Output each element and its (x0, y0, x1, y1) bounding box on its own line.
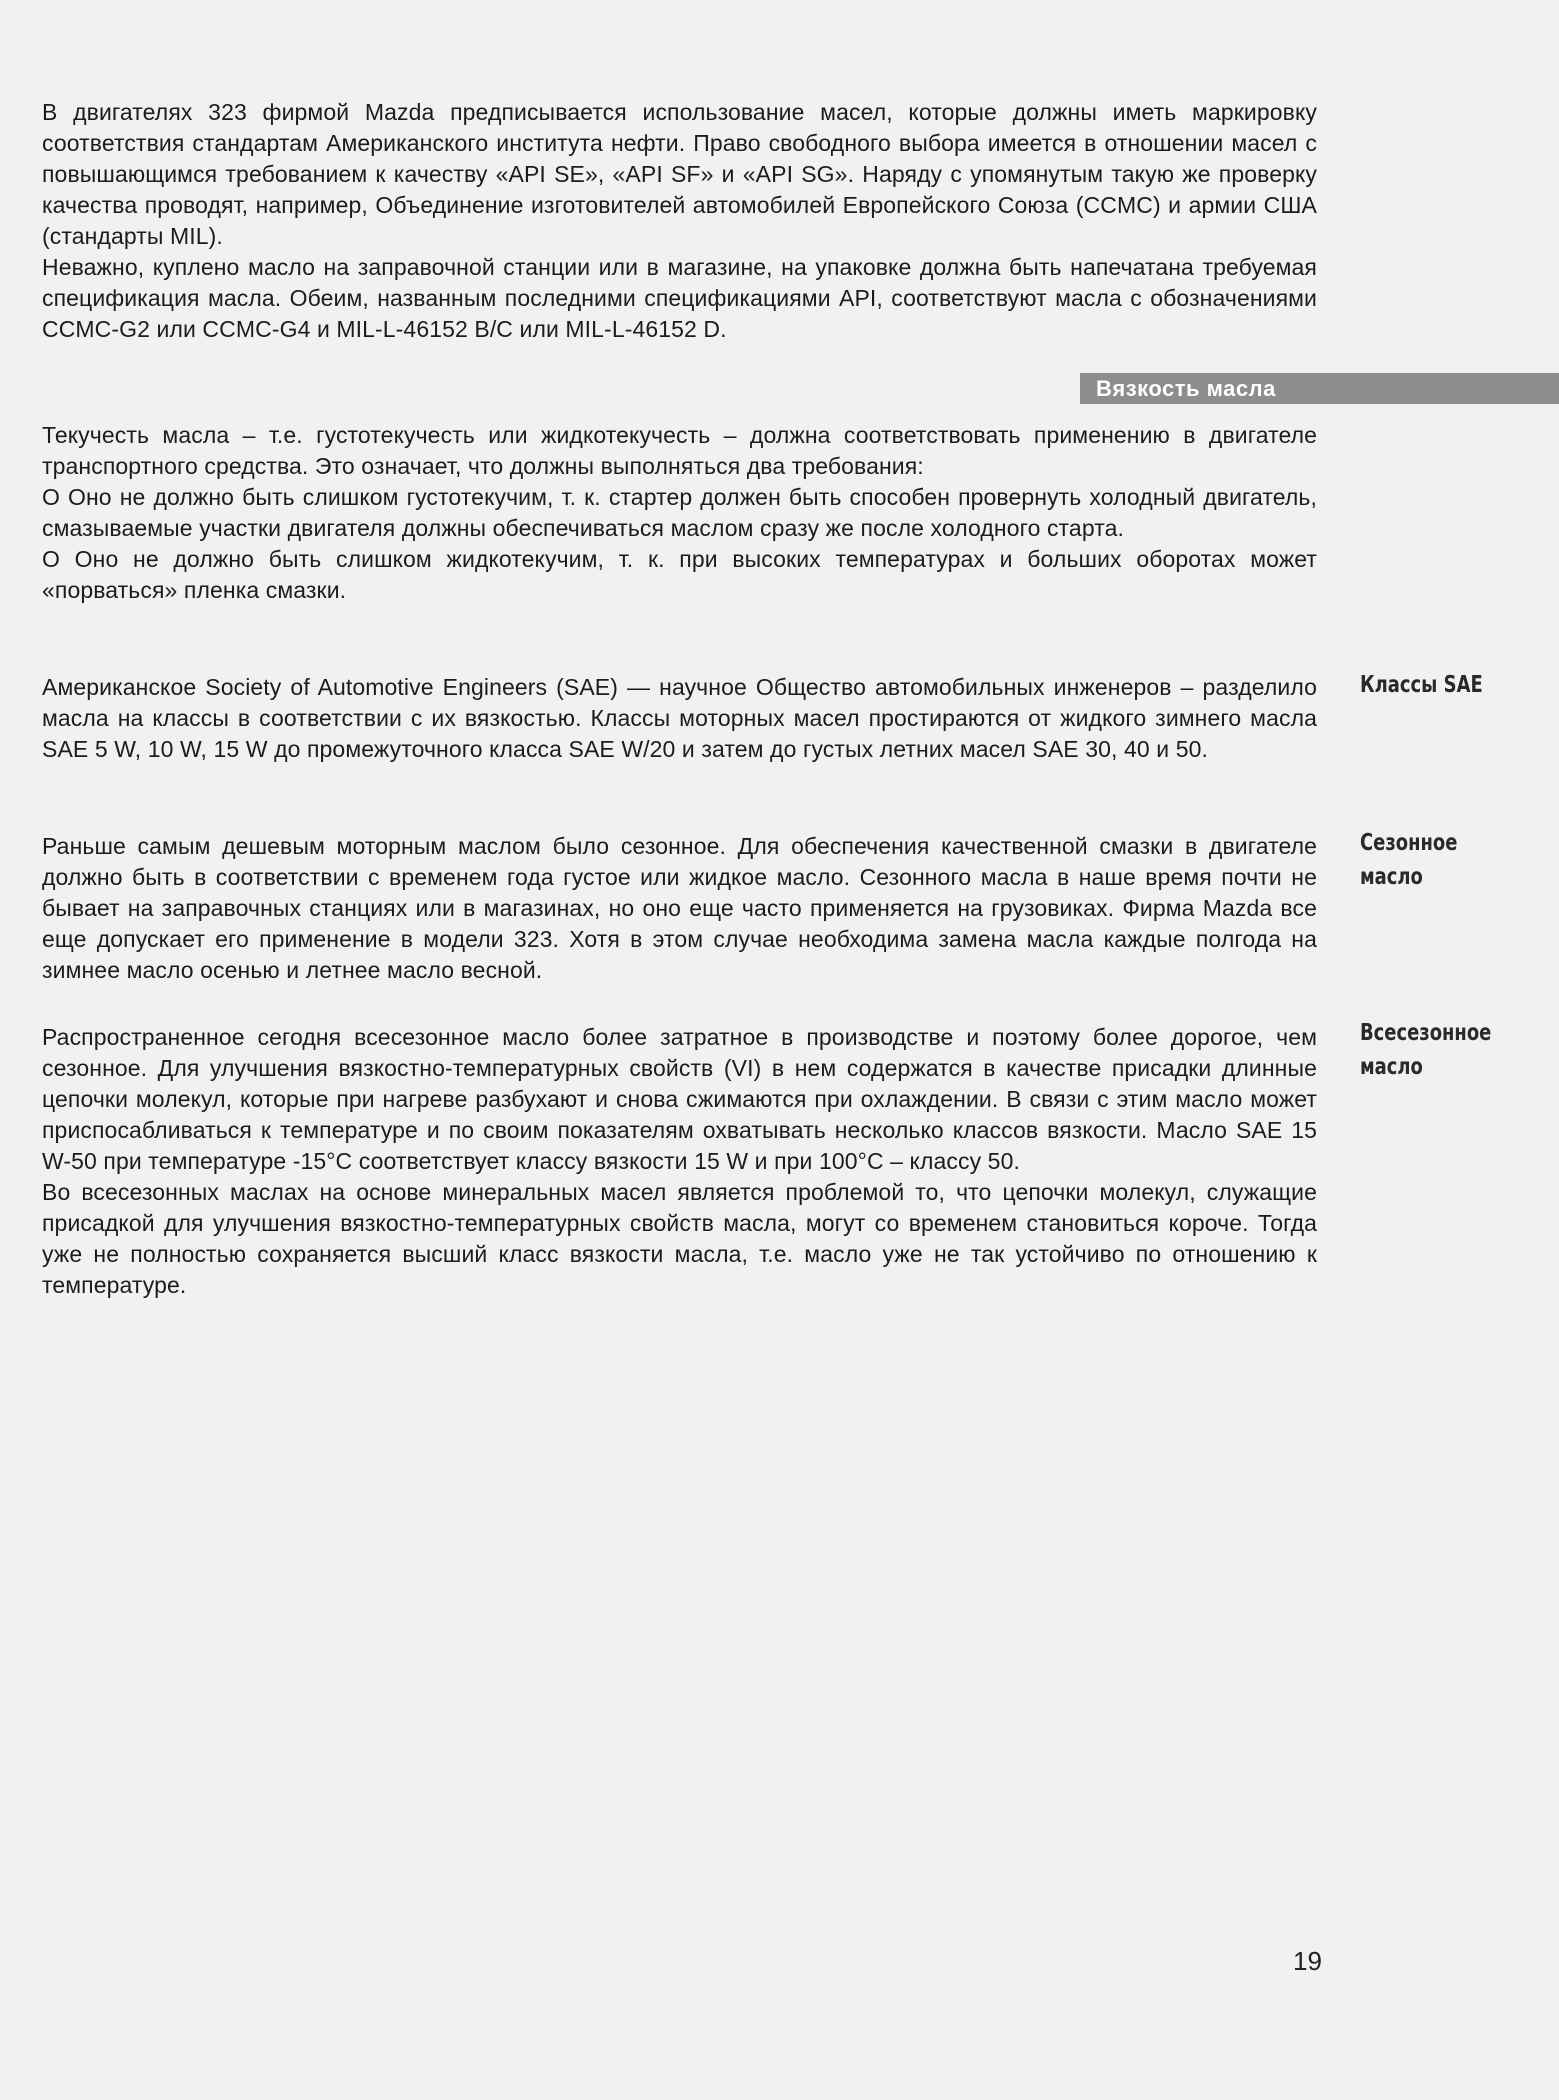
side-heading-sae-classes: Классы SAE (1360, 672, 1483, 698)
intro-section (42, 97, 1317, 345)
viscosity-requirement-1: О Оно не должно быть слишком густотекучим, т. к. стартер должен быть способен провернуть холодный двигатель, смазываемые участки двигателя должны обеспечиваться маслом сразу же после холодного старта. (42, 484, 1317, 541)
seasonal-oil-paragraph: Раньше самым дешевым моторным маслом было сезонное. Для обеспечения качественной смазки в двигателе должно быть в соответствии с временем года густое или жидкое масло. Сезонного масла в наше время почти не бывает на заправочных станциях или в магазинах, но оно еще часто применяется на грузовиках. Фирма Mazda все еще допускает его применение в модели 323. Хотя в этом случае необходима замена масла каждые полгода на зимнее масло осенью и летнее масло весной. (42, 833, 1317, 983)
sae-classes-section (42, 672, 1317, 765)
page-number: 19 (1293, 1946, 1322, 1976)
intro-paragraph-2: Неважно, куплено масло на заправочной станции или в магазине, на упаковке должна быть напечатана требуемая спецификация масла. Обеим, названным последними спецификациями API, соответствуют масла с обозначениями CCMC-G2 или CCMC-G4 и MIL-L-46152 B/C или MIL-L-46152 D. (42, 254, 1317, 342)
viscosity-paragraph-1: Текучесть масла – т.е. густотекучесть или жидкотекучесть – должна соответствовать применению в двигателе транспортного средства. Это означает, что должны выполняться два требования: (42, 422, 1317, 479)
sae-classes-paragraph: Американское Society of Automotive Engineers (SAE) — научное Общество автомобильных инженеров – разделило масла на классы в соответствии с их вязкостью. Классы моторных масел простираются от жидкого зимнего масла SAE 5 W, 10 W, 15 W до промежуточного класса SAE W/20 и затем до густых летних масел SAE 30, 40 и 50. (42, 674, 1317, 762)
viscosity-section (42, 420, 1317, 606)
all-season-paragraph-1: Распространенное сегодня всесезонное масло более затратное в производстве и поэтому более дорогое, чем сезонное. Для улучшения вязкостно-температурных свойств (VI) в нем содержатся в качестве присадки длинные цепочки молекул, которые при нагреве разбухают и снова сжимаются при охлаждении. В связи с этим масло может приспосабливаться к температуре и по своим показателям охватывать несколько классов вязкости. Масло SAE 15 W-50 при температуре -15°C соответствует классу вязкости 15 W и при 100°C – классу 50. (42, 1024, 1317, 1174)
all-season-paragraph-2: Во всесезонных маслах на основе минеральных масел является проблемой то, что цепочки молекул, служащие присадкой для улучшения вязкостно-температурных свойств масла, могут со временем становиться короче. Тогда уже не полностью сохраняется высший класс вязкости масла, т.е. масло уже не так устойчиво по отношению к температуре. (42, 1179, 1317, 1298)
section-heading-viscosity: Вязкость масла (1096, 376, 1276, 401)
intro-paragraph-1: В двигателях 323 фирмой Mazda предписывается использование масел, которые должны иметь маркировку соответствия стандартам Американского института нефти. Право свободного выбора имеется в отношении масел с повышающимся требованием к качеству «API SE», «API SF» и «API SG». Наряду с упомянутым такую же проверку качества проводят, например, Объединение изготовителей автомобилей Европейского Союза (CCMC) и армии США (стандарты MIL). (42, 99, 1317, 249)
side-heading-all-season-oil: Всесезонное масло (1360, 1020, 1492, 1080)
seasonal-oil-section (42, 831, 1317, 986)
viscosity-requirement-2: О Оно не должно быть слишком жидкотекучим, т. к. при высоких температурах и больших оборотах может «порваться» пленка смазки. (42, 546, 1317, 603)
side-heading-seasonal-oil: Сезонное масло (1360, 830, 1458, 890)
all-season-oil-section (42, 1022, 1317, 1301)
